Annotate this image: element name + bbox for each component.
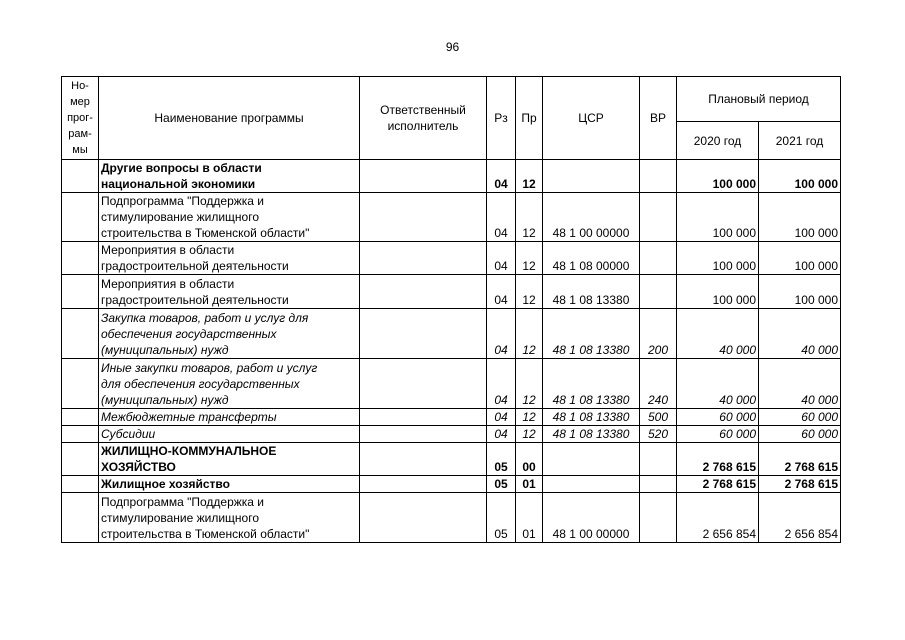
pr-cell: 12 (516, 242, 543, 275)
program-name-cell: Иные закупки товаров, работ и услуг для обеспечения государственных (муниципальных) нужд (99, 359, 360, 409)
program-name-cell: Мероприятия в области градостроительной деятельности (99, 242, 360, 275)
vr-cell (640, 443, 677, 476)
table-header (62, 77, 841, 160)
rz-cell: 04 (487, 426, 516, 443)
header-rz: Рз (487, 77, 516, 160)
csr-cell (543, 443, 640, 476)
year-2020-cell: 2 768 615 (677, 443, 759, 476)
vr-cell (640, 493, 677, 543)
year-2020-cell: 60 000 (677, 409, 759, 426)
table-row (62, 275, 841, 309)
program-number-cell (62, 275, 99, 309)
table-row (62, 309, 841, 359)
vr-cell (640, 242, 677, 275)
pr-cell: 01 (516, 493, 543, 543)
program-number-cell (62, 443, 99, 476)
year-2021-cell: 40 000 (759, 309, 841, 359)
table-row (62, 443, 841, 476)
year-2021-cell: 60 000 (759, 409, 841, 426)
rz-cell: 04 (487, 193, 516, 242)
pr-cell: 01 (516, 476, 543, 493)
pr-cell: 12 (516, 409, 543, 426)
table-row (62, 242, 841, 275)
year-2020-cell: 100 000 (677, 275, 759, 309)
executor-cell (360, 309, 487, 359)
csr-cell: 48 1 08 00000 (543, 242, 640, 275)
year-2021-cell: 2 768 615 (759, 443, 841, 476)
executor-cell (360, 242, 487, 275)
program-name-cell: ЖИЛИЩНО-КОММУНАЛЬНОЕ ХОЗЯЙСТВО (99, 443, 360, 476)
rz-cell: 04 (487, 309, 516, 359)
executor-cell (360, 359, 487, 409)
year-2020-cell: 40 000 (677, 309, 759, 359)
program-number-cell (62, 309, 99, 359)
year-2020-cell: 100 000 (677, 193, 759, 242)
header-program-number: Но- мер прог- рам- мы (62, 77, 99, 160)
executor-cell (360, 160, 487, 193)
table-row (62, 476, 841, 493)
program-name-cell: Жилищное хозяйство (99, 476, 360, 493)
year-2020-cell: 2 768 615 (677, 476, 759, 493)
pr-cell: 12 (516, 160, 543, 193)
executor-cell (360, 193, 487, 242)
header-vr: ВР (640, 77, 677, 160)
vr-cell (640, 476, 677, 493)
year-2021-cell: 100 000 (759, 160, 841, 193)
executor-cell (360, 443, 487, 476)
year-2021-cell: 2 656 854 (759, 493, 841, 543)
csr-cell: 48 1 08 13380 (543, 275, 640, 309)
program-name-cell: Другие вопросы в области национальной экономики (99, 160, 360, 193)
pr-cell: 12 (516, 193, 543, 242)
vr-cell: 200 (640, 309, 677, 359)
table-row (62, 426, 841, 443)
table-row (62, 193, 841, 242)
vr-cell (640, 193, 677, 242)
csr-cell: 48 1 00 00000 (543, 493, 640, 543)
year-2021-cell: 60 000 (759, 426, 841, 443)
csr-cell: 48 1 08 13380 (543, 409, 640, 426)
header-planned-period: Плановый период (677, 77, 841, 122)
executor-cell (360, 493, 487, 543)
program-number-cell (62, 409, 99, 426)
csr-cell (543, 476, 640, 493)
year-2021-cell: 40 000 (759, 359, 841, 409)
csr-cell (543, 160, 640, 193)
program-number-cell (62, 426, 99, 443)
header-year-2020: 2020 год (677, 122, 759, 160)
program-name-cell: Межбюджетные трансферты (99, 409, 360, 426)
program-number-cell (62, 193, 99, 242)
header-executor: Ответственный исполнитель (360, 77, 487, 160)
header-year-2021: 2021 год (759, 122, 841, 160)
pr-cell: 00 (516, 443, 543, 476)
year-2020-cell: 100 000 (677, 242, 759, 275)
csr-cell: 48 1 08 13380 (543, 426, 640, 443)
year-2021-cell: 100 000 (759, 275, 841, 309)
year-2020-cell: 2 656 854 (677, 493, 759, 543)
csr-cell: 48 1 08 13380 (543, 359, 640, 409)
rz-cell: 04 (487, 359, 516, 409)
rz-cell: 05 (487, 493, 516, 543)
program-number-cell (62, 242, 99, 275)
year-2021-cell: 100 000 (759, 193, 841, 242)
rz-cell: 04 (487, 242, 516, 275)
year-2021-cell: 100 000 (759, 242, 841, 275)
vr-cell (640, 275, 677, 309)
year-2020-cell: 60 000 (677, 426, 759, 443)
rz-cell: 04 (487, 409, 516, 426)
vr-cell (640, 160, 677, 193)
rz-cell: 05 (487, 443, 516, 476)
pr-cell: 12 (516, 426, 543, 443)
header-pr: Пр (516, 77, 543, 160)
table-row (62, 359, 841, 409)
executor-cell (360, 426, 487, 443)
table-row (62, 160, 841, 193)
header-program-name: Наименование программы (99, 77, 360, 160)
vr-cell: 520 (640, 426, 677, 443)
pr-cell: 12 (516, 275, 543, 309)
header-csr: ЦСР (543, 77, 640, 160)
table-row (62, 409, 841, 426)
program-number-cell (62, 493, 99, 543)
executor-cell (360, 409, 487, 426)
year-2021-cell: 2 768 615 (759, 476, 841, 493)
executor-cell (360, 275, 487, 309)
executor-cell (360, 476, 487, 493)
budget-table (61, 76, 841, 543)
program-name-cell: Субсидии (99, 426, 360, 443)
page-number: 96 (445, 40, 460, 54)
program-number-cell (62, 476, 99, 493)
pr-cell: 12 (516, 359, 543, 409)
program-number-cell (62, 359, 99, 409)
vr-cell: 240 (640, 359, 677, 409)
program-name-cell: Закупка товаров, работ и услуг для обеспечения государственных (муниципальных) нужд (99, 309, 360, 359)
year-2020-cell: 100 000 (677, 160, 759, 193)
table-body (62, 160, 841, 543)
table-row (62, 493, 841, 543)
program-name-cell: Мероприятия в области градостроительной деятельности (99, 275, 360, 309)
year-2020-cell: 40 000 (677, 359, 759, 409)
pr-cell: 12 (516, 309, 543, 359)
program-name-cell: Подпрограмма "Поддержка и стимулирование жилищного строительства в Тюменской области" (99, 493, 360, 543)
csr-cell: 48 1 00 00000 (543, 193, 640, 242)
vr-cell: 500 (640, 409, 677, 426)
rz-cell: 05 (487, 476, 516, 493)
rz-cell: 04 (487, 275, 516, 309)
program-number-cell (62, 160, 99, 193)
program-name-cell: Подпрограмма "Поддержка и стимулирование жилищного строительства в Тюменской области" (99, 193, 360, 242)
rz-cell: 04 (487, 160, 516, 193)
csr-cell: 48 1 08 13380 (543, 309, 640, 359)
